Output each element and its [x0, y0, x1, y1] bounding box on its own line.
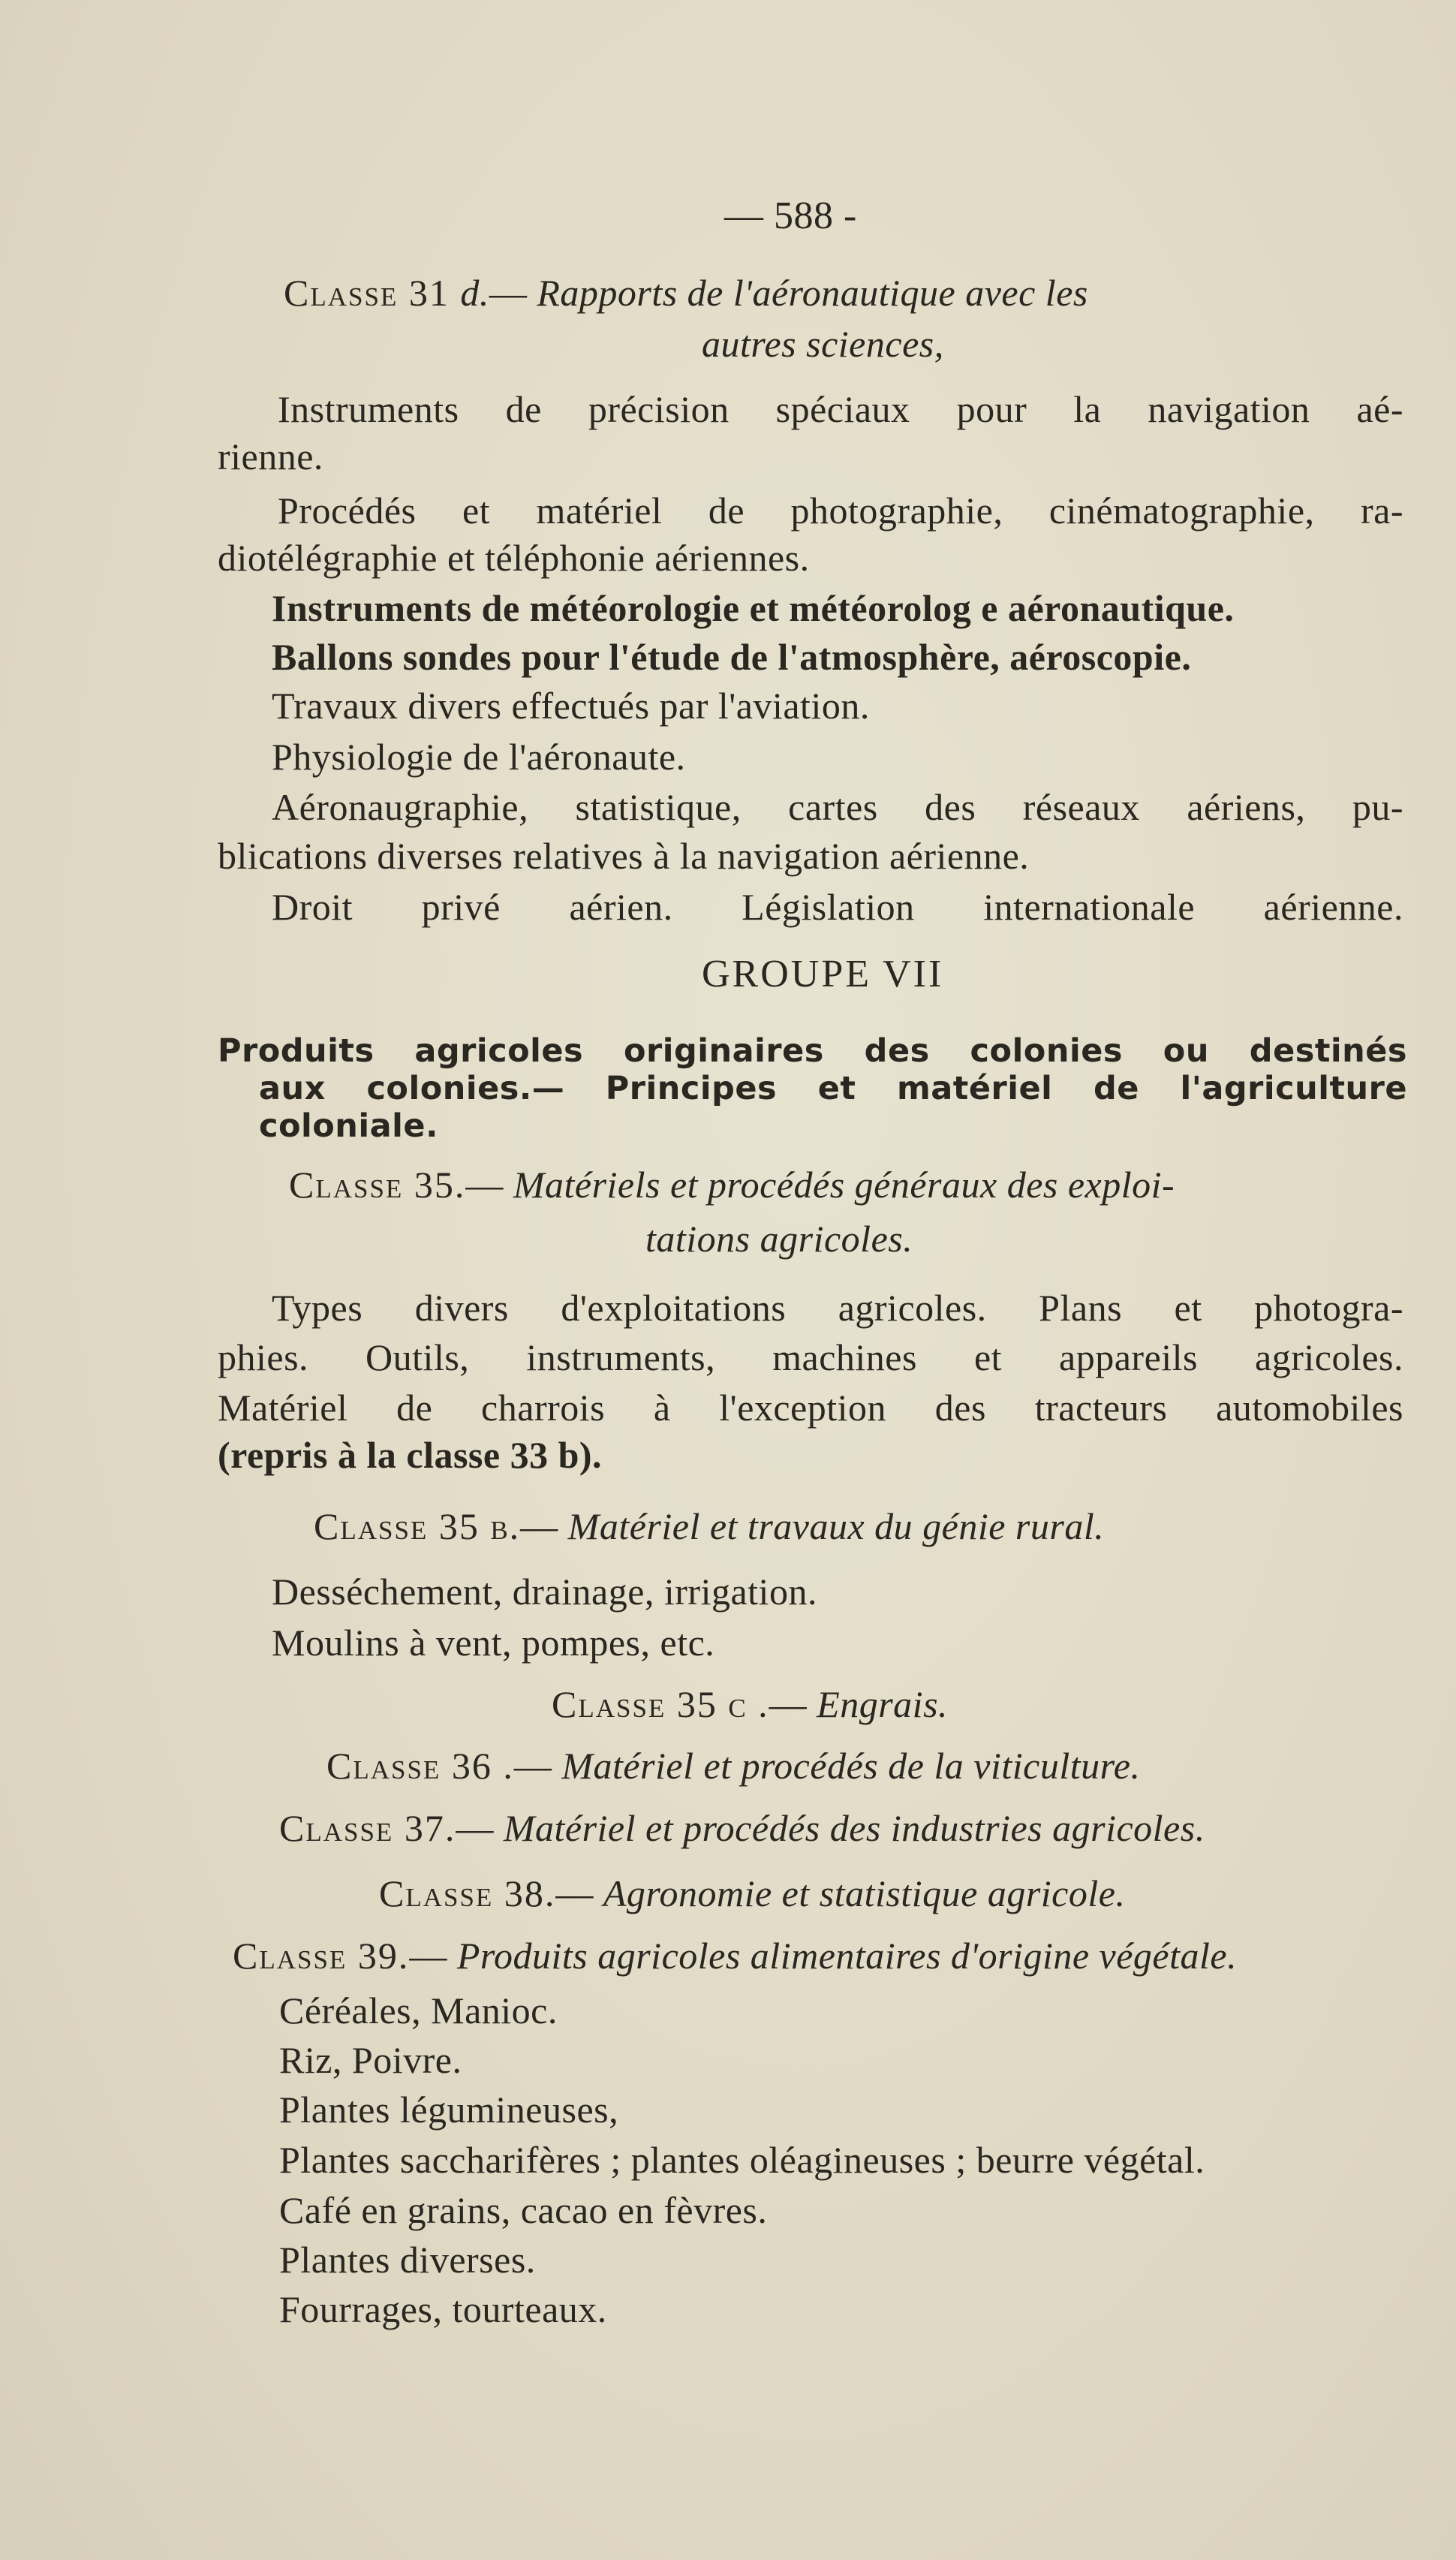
list-item: Instruments de météorologie et météorolog e aéronautique. — [272, 587, 1235, 629]
classe-35c-heading: Classe 35 c .— Engrais. — [552, 1683, 949, 1725]
list-item: rienne. — [218, 435, 323, 477]
classe-37-heading: Classe 37.— Matériel et procédés des industries agricoles. — [279, 1807, 1205, 1849]
classe-35-heading: Classe 35.— Matériels et procédés généraux des exploi- — [289, 1164, 1175, 1206]
list-item: Plantes diverses. — [279, 2239, 536, 2281]
list-item: Physiologie de l'aéronaute. — [272, 736, 686, 778]
groupe-description: coloniale. — [259, 1107, 438, 1145]
list-item: Procédés et matériel de photographie, cinématographie, ra- — [278, 489, 1403, 532]
groupe-description: aux colonies.— Principes et matériel de l'agriculture — [259, 1070, 1407, 1107]
list-item: Desséchement, drainage, irrigation. — [272, 1571, 817, 1613]
classe-31d-heading: Classe 31 d.— Rapports de l'aéronautique avec les — [284, 272, 1088, 314]
list-item: Riz, Poivre. — [279, 2039, 462, 2081]
list-item: Plantes saccharifères ; plantes oléagineuses ; beurre végétal. — [279, 2139, 1205, 2181]
list-item: Plantes légumineuses, — [279, 2089, 619, 2131]
classe-35-heading-cont: tations agricoles. — [645, 1218, 913, 1260]
groupe-title: GROUPE VII — [702, 953, 944, 995]
page-number: — 588 - — [724, 194, 857, 237]
classe-38-heading: Classe 38.— Agronomie et statistique agricole. — [379, 1872, 1126, 1914]
list-item: Café en grains, cacao en fèvres. — [279, 2189, 768, 2231]
groupe-description: Produits agricoles originaires des colonies ou destinés — [218, 1032, 1407, 1070]
list-item: Ballons sondes pour l'étude de l'atmosphère, aéroscopie. — [272, 636, 1192, 678]
classe-36-heading: Classe 36 .— Matériel et procédés de la viticulture. — [326, 1745, 1141, 1787]
list-item: Instruments de précision spéciaux pour la navigation aé- — [278, 388, 1403, 430]
classe-31d-heading-cont: autres sciences, — [702, 323, 944, 365]
list-item: blications diverses relatives à la navigation aérienne. — [218, 835, 1030, 877]
list-item: Matériel de charrois à l'exception des tracteurs automobiles — [218, 1387, 1403, 1429]
list-item: phies. Outils, instruments, machines et appareils agricoles. — [218, 1336, 1403, 1378]
list-item: Moulins à vent, pompes, etc. — [272, 1622, 715, 1664]
list-item: diotélégraphie et téléphonie aériennes. — [218, 537, 810, 579]
list-item: Aéronaugraphie, statistique, cartes des réseaux aériens, pu- — [272, 786, 1403, 828]
list-item: Fourrages, tourteaux. — [279, 2288, 607, 2330]
list-item: Travaux divers effectués par l'aviation. — [272, 685, 870, 727]
list-item: Droit privé aérien. Législation internationale aérienne. — [272, 886, 1403, 928]
list-item: Types divers d'exploitations agricoles. Plans et photogra- — [272, 1287, 1403, 1329]
list-item: (repris à la classe 33 b). — [218, 1434, 603, 1476]
list-item: Céréales, Manioc. — [279, 1989, 558, 2031]
classe-39-heading: Classe 39.— Produits agricoles alimentaires d'origine végétale. — [233, 1935, 1238, 1977]
classe-35b-heading: Classe 35 b.— Matériel et travaux du génie rural. — [314, 1505, 1105, 1547]
